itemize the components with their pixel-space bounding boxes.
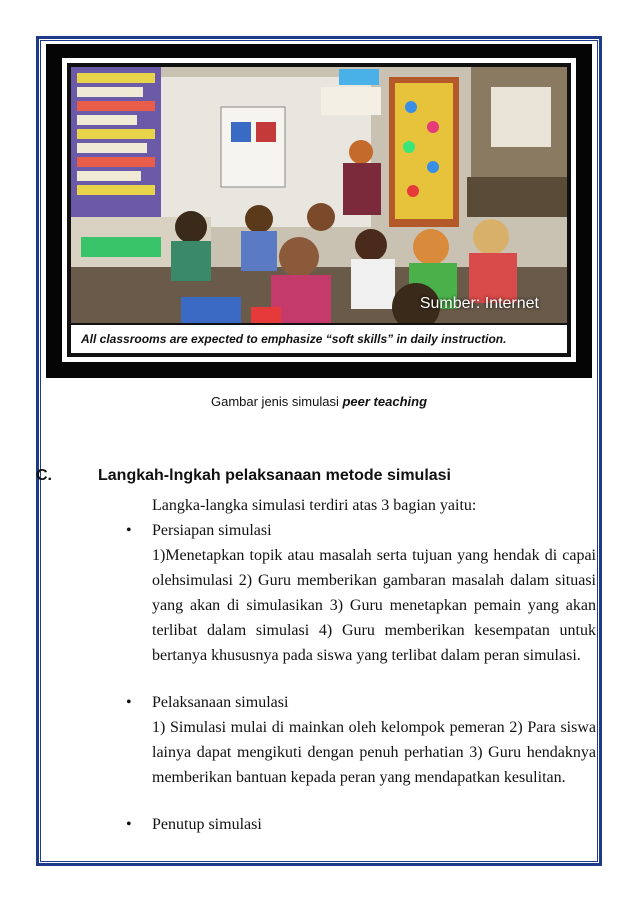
photo-frame — [46, 44, 592, 378]
list-item-body: 1)Menetapkan topik atau masalah serta tujuan yang hendak di capai olehsimulasi 2) Guru memberikan gambaran masalah dalam situasi yang akan di simulasikan 3) Guru menetapkan pemain yang akan terlibat dalam simulasi 4) Guru memberikan kesempatan untuk bertanya khususnya pada siswa yang terlibat dalam peran simulasi. — [152, 547, 596, 664]
bullet-icon: • — [126, 522, 132, 539]
photo-mat — [62, 58, 576, 362]
list-item-label: Penutup simulasi — [152, 816, 262, 833]
list-item-label: Pelaksanaan simulasi — [152, 694, 289, 711]
photo-caption-bar: All classrooms are expected to emphasize “soft skills” in daily instruction. — [71, 323, 567, 353]
figure-caption — [0, 394, 638, 409]
section-intro: Langka-langka simulasi terdiri atas 3 bagian yaitu: — [152, 497, 477, 514]
bullet-icon: • — [126, 694, 132, 711]
section-letter: C. — [36, 467, 52, 484]
photo-source-label: Sumber: Internet — [419, 295, 539, 312]
list-item-label: Persiapan simulasi — [152, 522, 272, 539]
figure-caption-text: Gambar jenis simulasi — [210, 394, 339, 409]
classroom-photo — [71, 67, 567, 353]
figure-caption-emphasis: peer teaching — [342, 394, 428, 409]
section-title: Langkah-lngkah pelaksanaan metode simulasi — [98, 467, 451, 484]
bullet-icon: • — [126, 816, 132, 833]
list-item-body: 1) Simulasi mulai di mainkan oleh kelompok pemeran 2) Para siswa lainya dapat mengikuti dengan penuh perhatian 3) Guru hendaknya memberikan bantuan kepada peran yang mendapatkan kesulitan. — [152, 719, 596, 786]
